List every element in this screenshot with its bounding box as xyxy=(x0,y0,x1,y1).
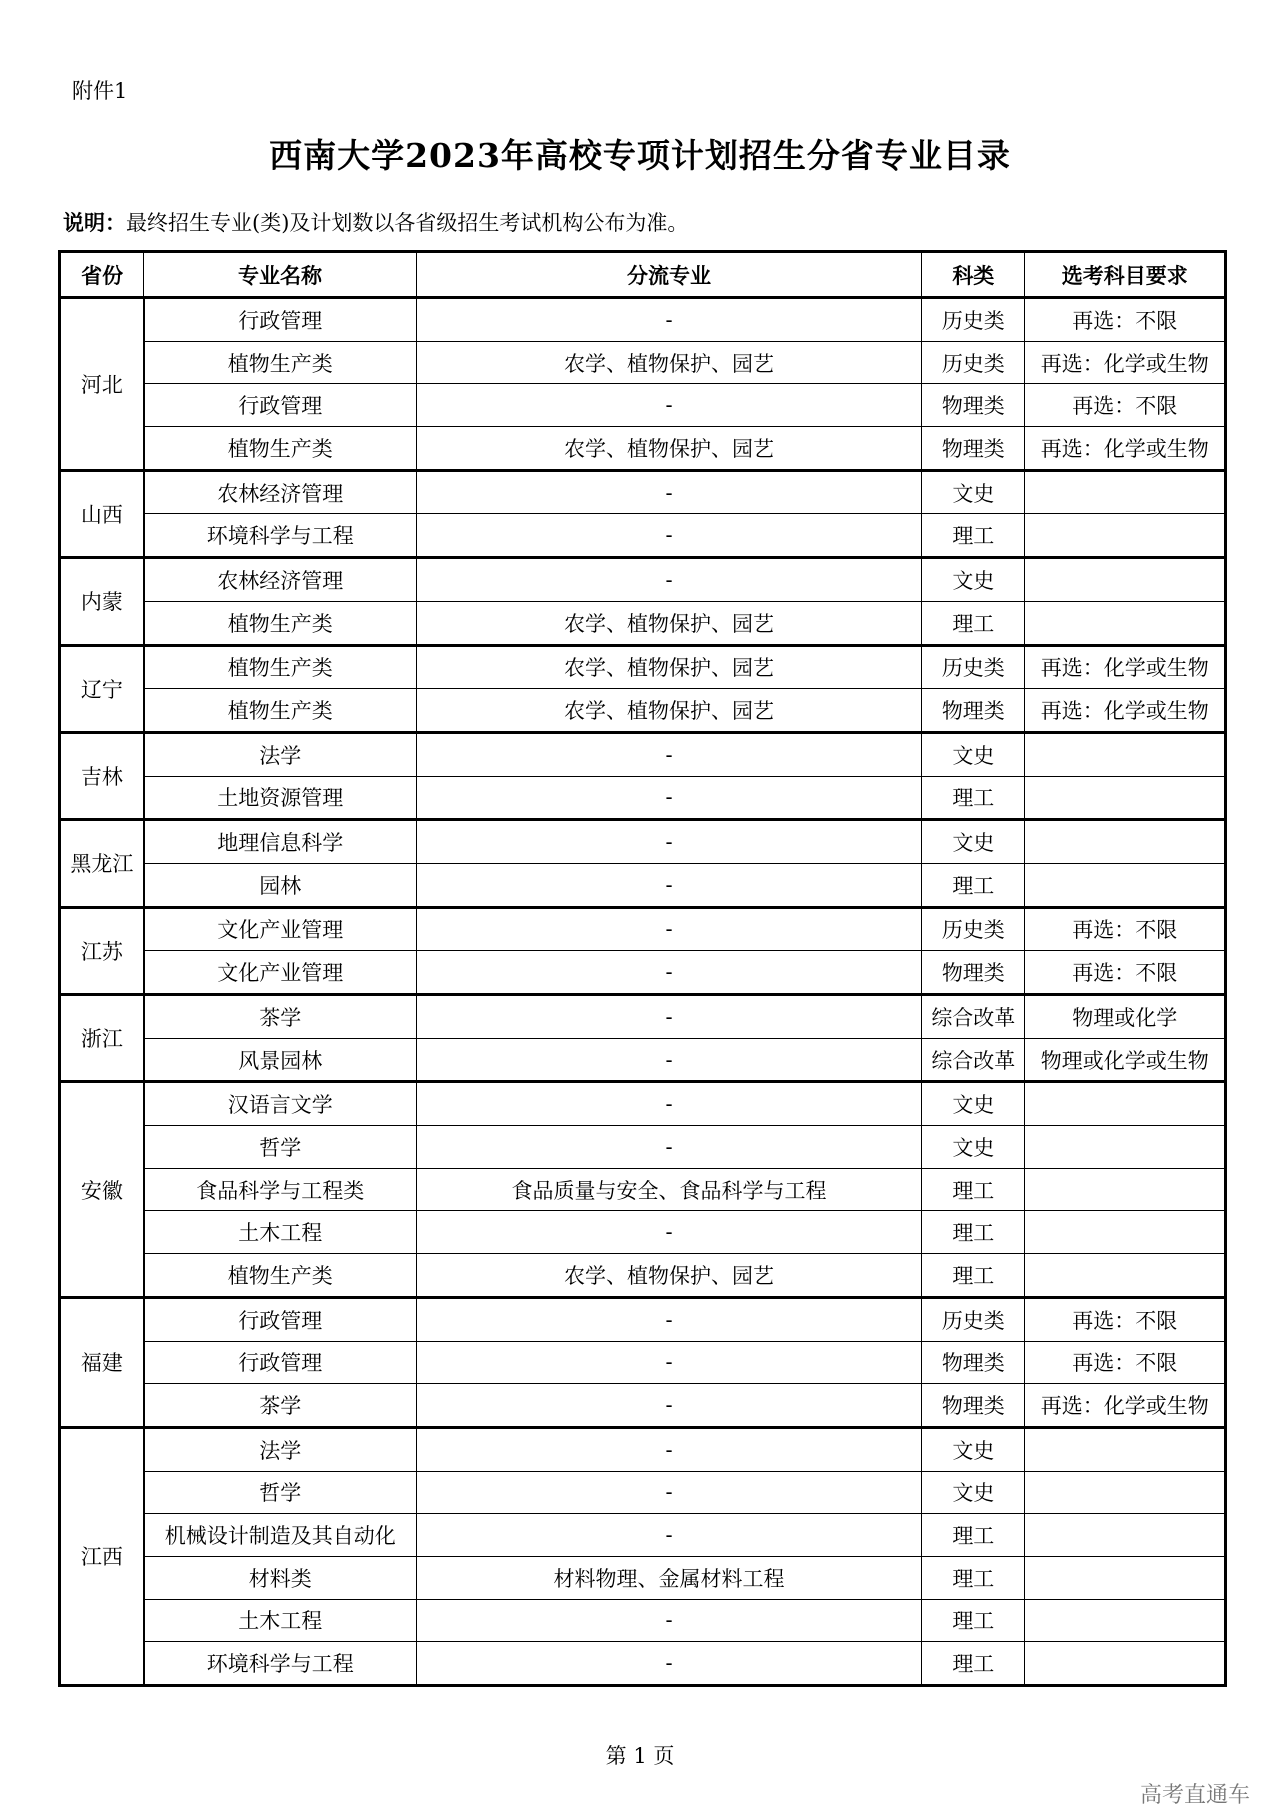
subject-category-cell: 历史类 xyxy=(922,645,1025,689)
note-label: 说明： xyxy=(63,210,126,235)
subject-requirement-cell xyxy=(1025,1168,1226,1211)
subject-category-cell: 历史类 xyxy=(922,298,1025,342)
major-cell: 行政管理 xyxy=(144,1297,417,1341)
table-row xyxy=(60,732,1226,776)
subject-category-cell: 历史类 xyxy=(922,907,1025,951)
major-cell: 环境科学与工程 xyxy=(144,1642,417,1686)
split-major-cell: - xyxy=(416,907,921,951)
major-cell: 植物生产类 xyxy=(144,1254,417,1298)
table-row xyxy=(60,427,1226,471)
subject-requirement-cell xyxy=(1025,820,1226,864)
subject-category-cell: 物理类 xyxy=(922,384,1025,427)
major-cell: 风景园林 xyxy=(144,1038,417,1082)
watermark: 高考直通车 xyxy=(1139,1783,1250,1808)
split-major-cell: - xyxy=(416,384,921,427)
subject-requirement-cell xyxy=(1025,1427,1226,1471)
subject-category-cell: 文史 xyxy=(922,1427,1025,1471)
split-major-cell: - xyxy=(416,1642,921,1686)
major-cell: 植物生产类 xyxy=(144,645,417,689)
table-row xyxy=(60,298,1226,342)
province-cell: 安徽 xyxy=(60,1082,144,1297)
split-major-cell: - xyxy=(416,1038,921,1082)
major-cell: 植物生产类 xyxy=(144,341,417,384)
header-subject-category: 科类 xyxy=(922,252,1025,298)
subject-category-cell: 物理类 xyxy=(922,1341,1025,1384)
subject-category-cell: 理工 xyxy=(922,1514,1025,1557)
subject-category-cell: 物理类 xyxy=(922,951,1025,995)
subject-requirement-cell: 再选：不限 xyxy=(1025,384,1226,427)
table-row xyxy=(60,776,1226,820)
major-cell: 法学 xyxy=(144,1427,417,1471)
province-cell: 浙江 xyxy=(60,995,144,1082)
major-cell: 农林经济管理 xyxy=(144,470,417,514)
table-row xyxy=(60,689,1226,733)
subject-requirement-cell xyxy=(1025,776,1226,820)
table-row xyxy=(60,1642,1226,1686)
header-split-major: 分流专业 xyxy=(416,252,921,298)
major-cell: 材料类 xyxy=(144,1556,417,1599)
subject-category-cell: 物理类 xyxy=(922,1384,1025,1428)
subject-requirement-cell xyxy=(1025,514,1226,558)
subject-category-cell: 文史 xyxy=(922,820,1025,864)
document-title: 西南大学2023年高校专项计划招生分省专业目录 xyxy=(269,136,1011,175)
subject-category-cell: 文史 xyxy=(922,1082,1025,1126)
split-major-cell: 农学、植物保护、园艺 xyxy=(416,601,921,645)
major-cell: 植物生产类 xyxy=(144,601,417,645)
split-major-cell: - xyxy=(416,951,921,995)
major-cell: 植物生产类 xyxy=(144,427,417,471)
subject-requirement-cell: 物理或化学 xyxy=(1025,995,1226,1039)
subject-category-cell: 文史 xyxy=(922,558,1025,602)
subject-requirement-cell xyxy=(1025,1082,1226,1126)
split-major-cell: 材料物理、金属材料工程 xyxy=(416,1556,921,1599)
split-major-cell: - xyxy=(416,776,921,820)
split-major-cell: - xyxy=(416,1427,921,1471)
split-major-cell: - xyxy=(416,1599,921,1642)
subject-requirement-cell: 再选：不限 xyxy=(1025,1341,1226,1384)
major-cell: 法学 xyxy=(144,732,417,776)
subject-requirement-cell: 再选：化学或生物 xyxy=(1025,1384,1226,1428)
table-row xyxy=(60,558,1226,602)
subject-requirement-cell xyxy=(1025,863,1226,907)
note xyxy=(63,207,688,237)
split-major-cell: 农学、植物保护、园艺 xyxy=(416,341,921,384)
table-row xyxy=(60,1038,1226,1082)
subject-requirement-cell xyxy=(1025,558,1226,602)
major-cell: 汉语言文学 xyxy=(144,1082,417,1126)
split-major-cell: - xyxy=(416,298,921,342)
subject-requirement-cell: 再选：化学或生物 xyxy=(1025,689,1226,733)
table-row xyxy=(60,1297,1226,1341)
header-subject-requirement: 选考科目要求 xyxy=(1025,252,1226,298)
subject-requirement-cell xyxy=(1025,1254,1226,1298)
province-cell: 福建 xyxy=(60,1297,144,1427)
table-row xyxy=(60,820,1226,864)
table-row xyxy=(60,384,1226,427)
subject-requirement-cell: 再选：不限 xyxy=(1025,907,1226,951)
subject-requirement-cell xyxy=(1025,1514,1226,1557)
page-number: 第 1 页 xyxy=(605,1744,675,1768)
table-row xyxy=(60,1471,1226,1514)
province-cell: 吉林 xyxy=(60,732,144,819)
split-major-cell: - xyxy=(416,1126,921,1169)
subject-requirement-cell xyxy=(1025,1211,1226,1254)
split-major-cell: - xyxy=(416,732,921,776)
subject-category-cell: 理工 xyxy=(922,514,1025,558)
table-row xyxy=(60,1384,1226,1428)
province-cell: 辽宁 xyxy=(60,645,144,732)
subject-category-cell: 物理类 xyxy=(922,689,1025,733)
major-cell: 茶学 xyxy=(144,995,417,1039)
subject-requirement-cell: 物理或化学或生物 xyxy=(1025,1038,1226,1082)
table-body xyxy=(60,298,1226,1686)
note-text: 最终招生专业(类)及计划数以各省级招生考试机构公布为准。 xyxy=(126,211,689,235)
split-major-cell: - xyxy=(416,1211,921,1254)
subject-category-cell: 理工 xyxy=(922,776,1025,820)
subject-requirement-cell xyxy=(1025,1471,1226,1514)
table-header-row xyxy=(60,252,1226,298)
split-major-cell: - xyxy=(416,558,921,602)
table-row xyxy=(60,470,1226,514)
subject-category-cell: 历史类 xyxy=(922,341,1025,384)
major-cell: 文化产业管理 xyxy=(144,907,417,951)
table-row xyxy=(60,907,1226,951)
subject-category-cell: 文史 xyxy=(922,732,1025,776)
province-cell: 黑龙江 xyxy=(60,820,144,907)
split-major-cell: 食品质量与安全、食品科学与工程 xyxy=(416,1168,921,1211)
split-major-cell: 农学、植物保护、园艺 xyxy=(416,689,921,733)
subject-category-cell: 历史类 xyxy=(922,1297,1025,1341)
subject-category-cell: 文史 xyxy=(922,1126,1025,1169)
table-row xyxy=(60,341,1226,384)
subject-requirement-cell: 再选：不限 xyxy=(1025,1297,1226,1341)
table-row xyxy=(60,514,1226,558)
subject-requirement-cell xyxy=(1025,1126,1226,1169)
subject-category-cell: 理工 xyxy=(922,863,1025,907)
subject-requirement-cell: 再选：不限 xyxy=(1025,298,1226,342)
subject-category-cell: 文史 xyxy=(922,1471,1025,1514)
table-row xyxy=(60,1168,1226,1211)
table-row xyxy=(60,601,1226,645)
major-cell: 土木工程 xyxy=(144,1599,417,1642)
major-cell: 机械设计制造及其自动化 xyxy=(144,1514,417,1557)
subject-requirement-cell: 再选：化学或生物 xyxy=(1025,341,1226,384)
subject-requirement-cell xyxy=(1025,732,1226,776)
table-row xyxy=(60,1082,1226,1126)
major-cell: 行政管理 xyxy=(144,384,417,427)
subject-requirement-cell: 再选：化学或生物 xyxy=(1025,645,1226,689)
split-major-cell: - xyxy=(416,1297,921,1341)
subject-category-cell: 理工 xyxy=(922,1254,1025,1298)
subject-requirement-cell xyxy=(1025,1599,1226,1642)
major-cell: 土木工程 xyxy=(144,1211,417,1254)
subject-category-cell: 理工 xyxy=(922,1211,1025,1254)
table-row xyxy=(60,1599,1226,1642)
table-row xyxy=(60,863,1226,907)
major-cell: 哲学 xyxy=(144,1471,417,1514)
subject-category-cell: 综合改革 xyxy=(922,1038,1025,1082)
split-major-cell: - xyxy=(416,995,921,1039)
major-cell: 农林经济管理 xyxy=(144,558,417,602)
table-row xyxy=(60,1254,1226,1298)
header-province: 省份 xyxy=(60,252,144,298)
split-major-cell: - xyxy=(416,1341,921,1384)
split-major-cell: - xyxy=(416,1082,921,1126)
major-cell: 行政管理 xyxy=(144,298,417,342)
table-row xyxy=(60,1556,1226,1599)
enrollment-table xyxy=(58,250,1227,1687)
major-cell: 行政管理 xyxy=(144,1341,417,1384)
subject-requirement-cell xyxy=(1025,601,1226,645)
major-cell: 文化产业管理 xyxy=(144,951,417,995)
table-row xyxy=(60,1211,1226,1254)
split-major-cell: - xyxy=(416,863,921,907)
subject-category-cell: 理工 xyxy=(922,1556,1025,1599)
major-cell: 园林 xyxy=(144,863,417,907)
split-major-cell: - xyxy=(416,1471,921,1514)
table-row xyxy=(60,1514,1226,1557)
header-major: 专业名称 xyxy=(144,252,417,298)
major-cell: 土地资源管理 xyxy=(144,776,417,820)
subject-requirement-cell xyxy=(1025,1642,1226,1686)
province-cell: 山西 xyxy=(60,470,144,557)
major-cell: 茶学 xyxy=(144,1384,417,1428)
table-row xyxy=(60,951,1226,995)
subject-requirement-cell: 再选：不限 xyxy=(1025,951,1226,995)
subject-category-cell: 理工 xyxy=(922,1642,1025,1686)
attachment-label: 附件1 xyxy=(72,79,128,103)
subject-requirement-cell: 再选：化学或生物 xyxy=(1025,427,1226,471)
table-row xyxy=(60,995,1226,1039)
subject-category-cell: 理工 xyxy=(922,1599,1025,1642)
split-major-cell: - xyxy=(416,1384,921,1428)
province-cell: 河北 xyxy=(60,298,144,471)
split-major-cell: - xyxy=(416,514,921,558)
major-cell: 环境科学与工程 xyxy=(144,514,417,558)
subject-requirement-cell xyxy=(1025,1556,1226,1599)
major-cell: 地理信息科学 xyxy=(144,820,417,864)
major-cell: 食品科学与工程类 xyxy=(144,1168,417,1211)
table-row xyxy=(60,1341,1226,1384)
split-major-cell: 农学、植物保护、园艺 xyxy=(416,1254,921,1298)
major-cell: 植物生产类 xyxy=(144,689,417,733)
province-cell: 内蒙 xyxy=(60,558,144,645)
subject-category-cell: 文史 xyxy=(922,470,1025,514)
table-row xyxy=(60,1427,1226,1471)
split-major-cell: - xyxy=(416,820,921,864)
subject-category-cell: 物理类 xyxy=(922,427,1025,471)
major-cell: 哲学 xyxy=(144,1126,417,1169)
subject-requirement-cell xyxy=(1025,470,1226,514)
subject-category-cell: 综合改革 xyxy=(922,995,1025,1039)
split-major-cell: 农学、植物保护、园艺 xyxy=(416,427,921,471)
split-major-cell: - xyxy=(416,470,921,514)
table-row xyxy=(60,645,1226,689)
split-major-cell: - xyxy=(416,1514,921,1557)
province-cell: 江苏 xyxy=(60,907,144,994)
subject-category-cell: 理工 xyxy=(922,601,1025,645)
split-major-cell: 农学、植物保护、园艺 xyxy=(416,645,921,689)
province-cell: 江西 xyxy=(60,1427,144,1685)
subject-category-cell: 理工 xyxy=(922,1168,1025,1211)
table-row xyxy=(60,1126,1226,1169)
